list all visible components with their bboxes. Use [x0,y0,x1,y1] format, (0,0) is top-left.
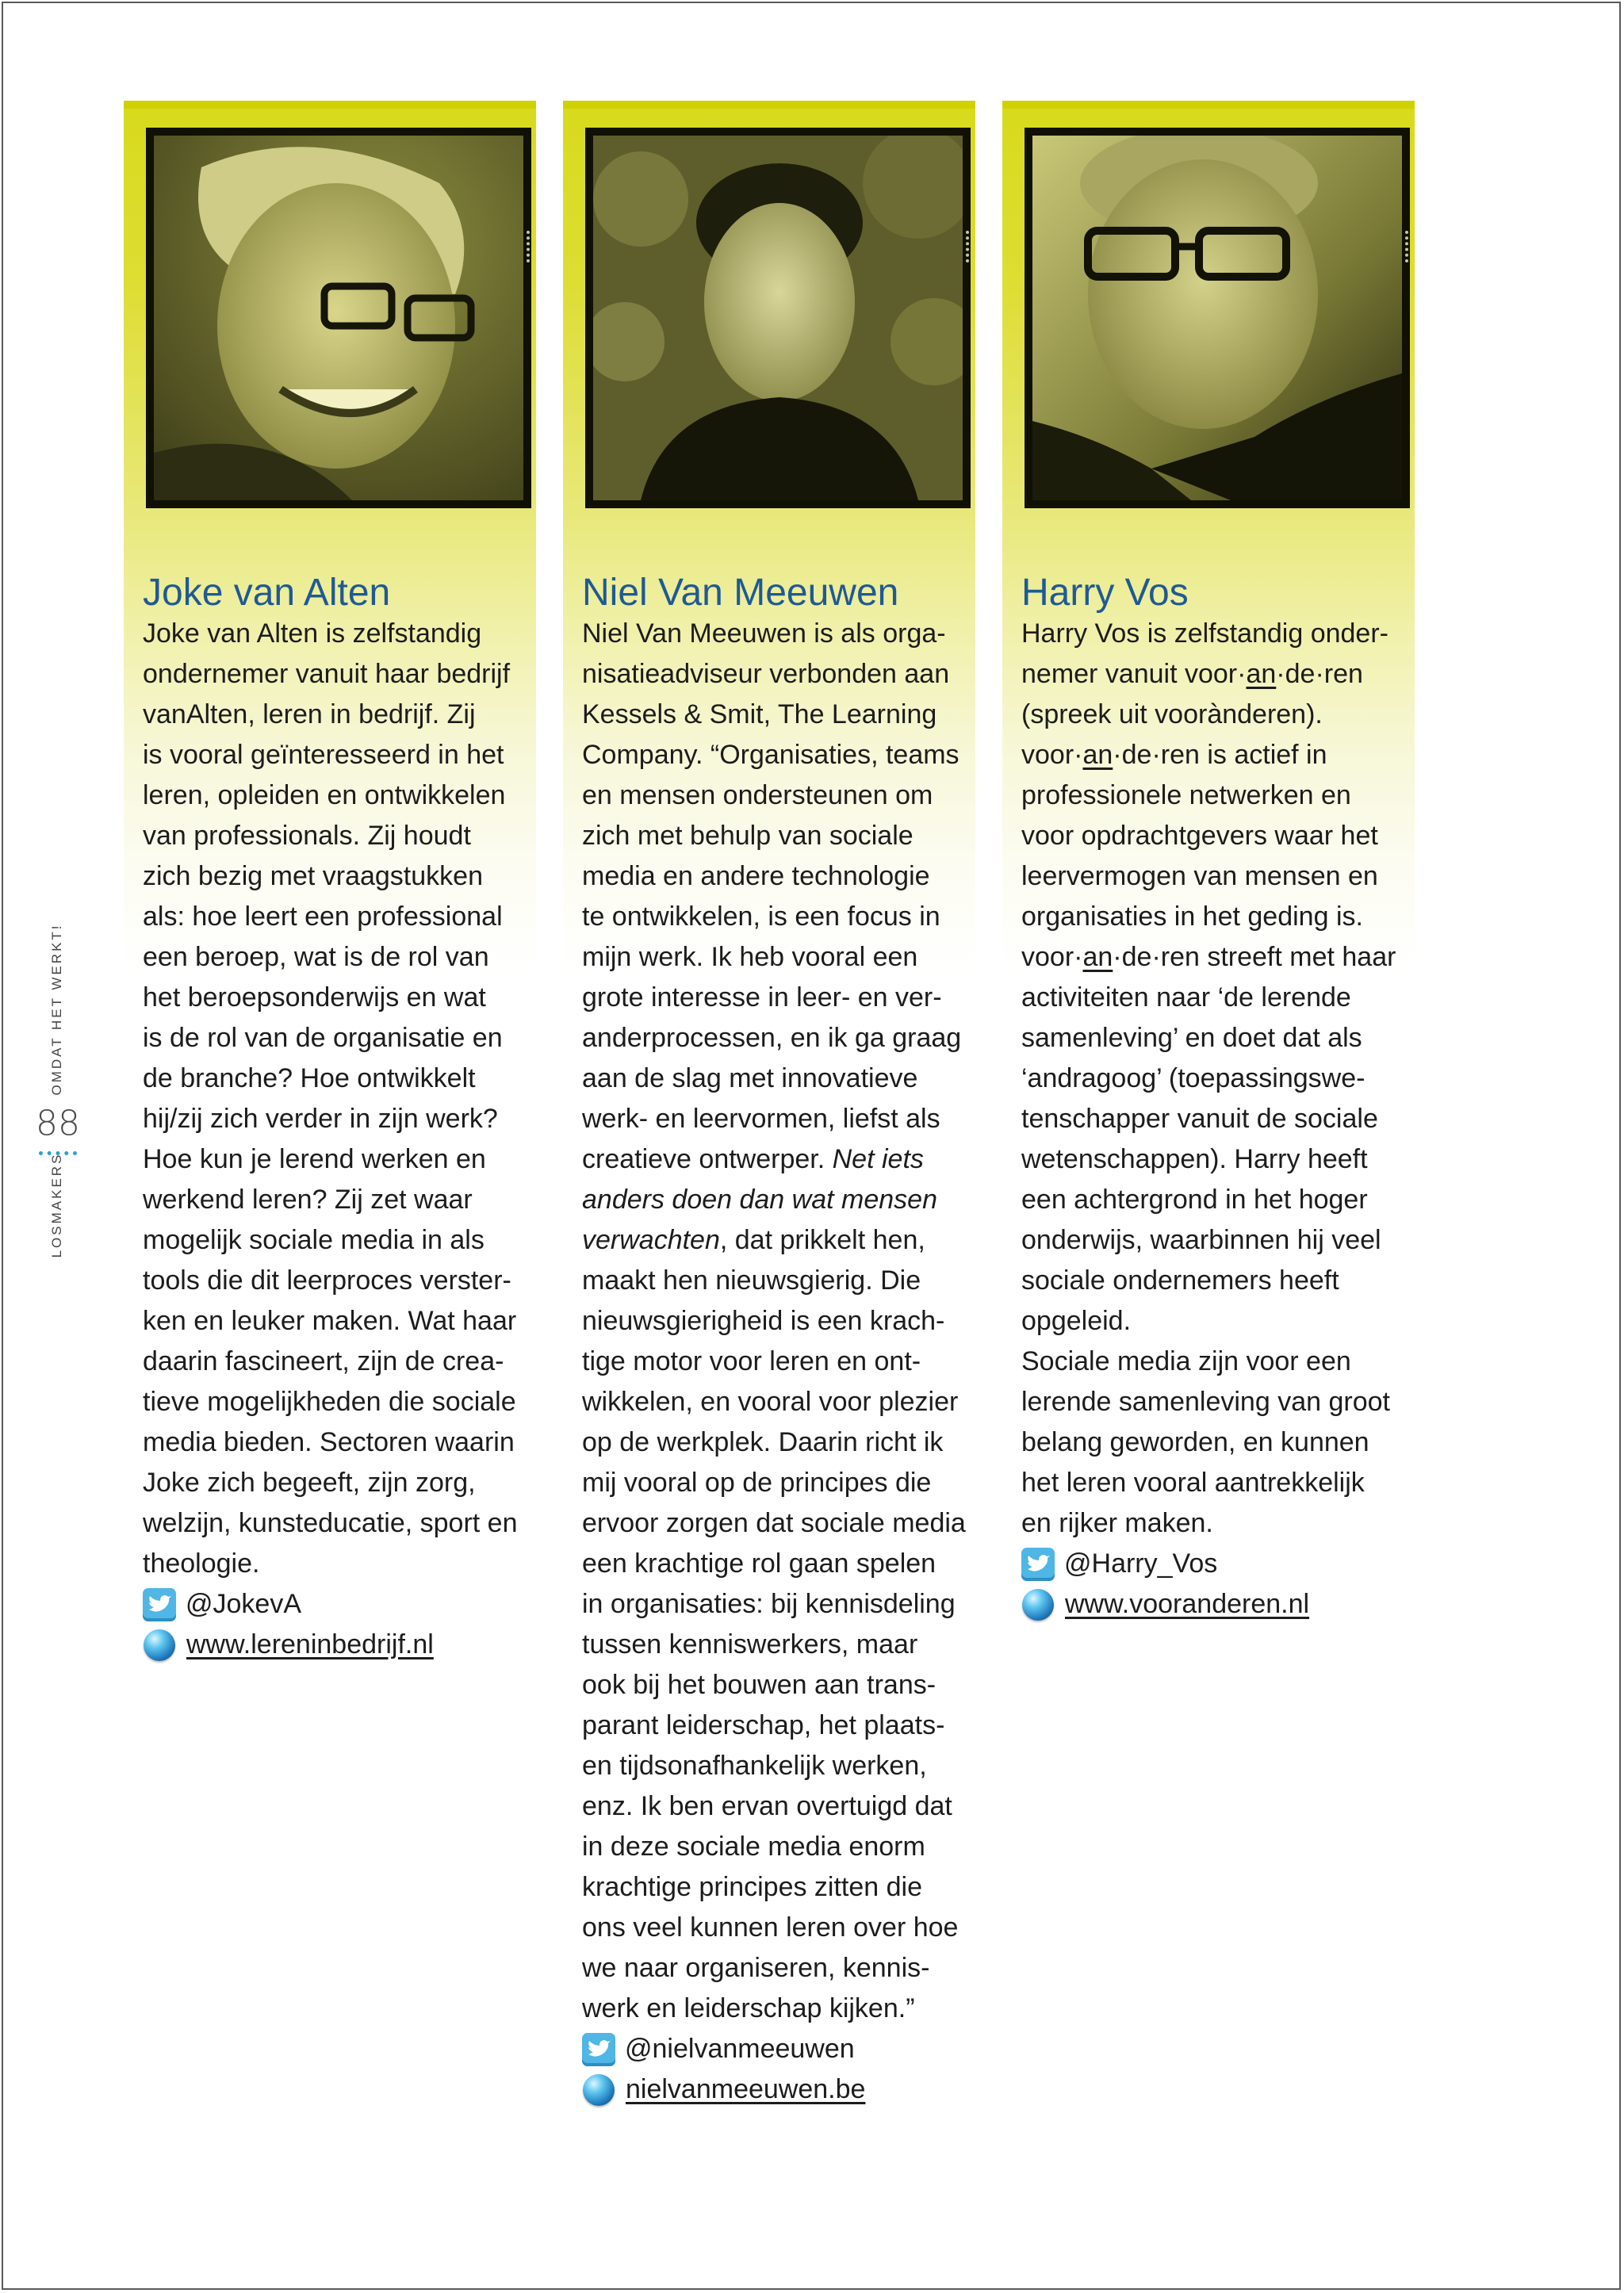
website-link[interactable]: www.lereninbedrijf.nl [186,1629,434,1659]
profile-photo [585,128,971,508]
profile-card-harry [1002,101,1415,1619]
website-contact[interactable] [582,2069,979,2110]
portrait-young-man-image [593,136,963,500]
twitter-handle[interactable]: @Harry_Vos [1064,1548,1218,1579]
profile-card-niel [563,101,975,2104]
portrait-woman-glasses-image [154,136,523,500]
profile-text [1021,569,1418,1625]
globe-icon [144,1629,175,1661]
portrait-man-glasses-image [1032,136,1402,500]
globe-icon [1022,1589,1054,1621]
globe-icon [583,2074,615,2106]
website-contact[interactable] [143,1625,539,1665]
twitter-contact[interactable] [1021,1544,1418,1584]
twitter-icon [143,1588,176,1621]
running-title-chapter: OMDAT HET WERKT! [49,923,64,1096]
twitter-contact[interactable] [582,2029,979,2069]
running-title-book: LOSMAKERS [49,1152,64,1258]
dotted-rule [39,1151,77,1155]
profile-text [582,569,979,2110]
profile-name: Joke van Alten [143,572,391,614]
twitter-handle[interactable]: @JokevA [186,1589,302,1619]
website-link[interactable]: www.vooranderen.nl [1065,1589,1310,1619]
running-header [38,904,78,1284]
website-contact[interactable] [1021,1584,1418,1625]
profile-photo [1025,128,1410,508]
profile-name: Harry Vos [1021,572,1189,614]
profile-card-joke [124,101,536,1659]
twitter-icon [1021,1548,1055,1581]
profile-photo [146,128,531,508]
page-number: 88 [36,1103,80,1144]
profile-bio: Joke van Alten is zelfstandig ondernemer vanuit haar bedrijf vanAlten, leren in bedrijf. Zij is vooral geïnteresseerd in het leren, opleiden en ontwikkelen van professionals. Zij houdt zich bezig met vraagstukken als: hoe leert een professional een beroep, wat is de rol van het beroepsonderwijs en wat is de rol van de organisatie en de branche? Hoe ontwikkelt hij/zij zich verder in zijn werk? Hoe kun je lerend werken en werkend leren? Zij zet waar mogelijk sociale media in als tools die dit leerproces verster- ken en leuker maken. Wat haar daarin fascineert, zijn de crea- tieve mogelijkheden die sociale media bieden. Sectoren waarin Joke zich begeeft, zijn zorg, welzijn, kunsteducatie, sport en theologie. [143,618,518,1579]
twitter-handle[interactable]: @nielvanmeeuwen [625,2034,855,2064]
profile-text [143,569,539,1665]
twitter-contact[interactable] [143,1584,539,1625]
website-link[interactable]: nielvanmeeuwen.be [626,2074,866,2104]
profile-bio: Harry Vos is zelfstandig onder- nemer vanuit voor·an·de·ren (spreek uit vooràndere​n). voor·an·de·ren is actief in professionele netwerken en voor opdrachtgevers waar het leervermogen van mensen en organisaties in het geding is. voor·an·de·ren streeft met haar activiteiten naar ‘de lerende samenleving’ en doet dat als ‘andragoog’ (toepassingswe- tenschapper vanuit de sociale wetenschappen). Harry heeft een achtergrond in het hoger onderwijs, waarbinnen hij veel sociale ondernemers heeft opgeleid. Sociale media zijn voor een lerende samenleving van groot belang geworden, en kunnen het leren vooral aantrekkelijk en rijker maken. [1021,618,1396,1538]
profile-bio: Niel Van Meeuwen is als orga- nisatieadviseur verbonden aan Kessels & Smit, The Learning Company. “Organisaties, teams en mensen ondersteunen om zich met behulp van sociale media en andere technologie te ontwikkelen, is een focus in mijn werk. Ik heb vooral een grote interesse in leer- en ver- anderprocessen, en ik ga graag aan de slag met innovatieve werk- en leervormen, liefst als creatieve ontwerper. Net iets anders doen dan wat mensen verwachten, dat prikkelt hen, maakt hen nieuwsgierig. Die nieuwsgierigheid is een krach- tige motor voor leren en ont- wikkelen, en vooral voor plezier op de werkplek. Daarin richt ik mij vooral op de principes die ervoor zorgen dat sociale media een krachtige rol gaan spelen in organisaties: bij kennisdeling tussen kenniswerkers, maar ook bij het bouwen aan trans- parant leiderschap, het plaats- en tijdsonafhankelijk werken, enz. Ik ben ervan overtuigd dat in deze sociale media enorm krachtige principes zitten die ons veel kunnen leren over hoe we naar organiseren, kennis- werk en leiderschap kijken.” [582,618,966,2023]
twitter-icon [582,2033,615,2066]
profile-name: Niel Van Meeuwen [582,572,899,614]
